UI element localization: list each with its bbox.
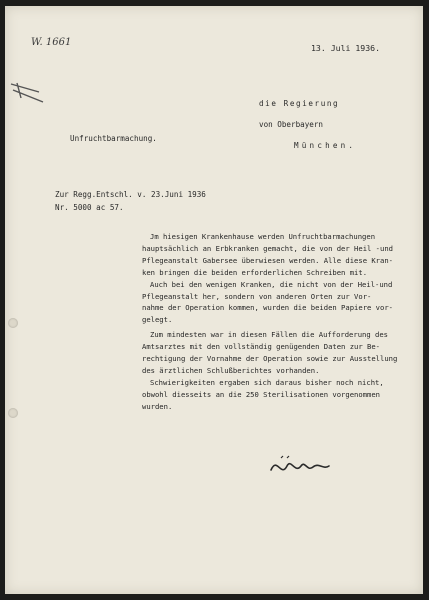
recipient-line-3: München. [294, 141, 357, 150]
body-line: wurden. [142, 401, 173, 411]
recipient-line-1: die Regierung [259, 99, 340, 108]
body-line: Auch bei den wenigen Kranken, die nicht von der Heil-und [150, 279, 393, 289]
reference-line-1: Zur Regg.Entschl. v. 23.Juni 1936 [55, 190, 206, 199]
body-line: des ärztlichen Schlußberichtes vorhanden. [142, 365, 320, 375]
body-line: hauptsächlich an Erbkranken gemacht, die von der Heil -und [142, 243, 393, 253]
body-line: rechtigung der Vornahme der Operation sowie zur Ausstellung [142, 354, 398, 364]
body-line: obwohl diesseits an die 250 Sterilisationen vorgenommen [142, 389, 380, 399]
body-line: nahme der Operation kommen, wurden die beiden Papiere vor- [142, 303, 393, 313]
punch-hole-bottom [8, 408, 18, 418]
punch-hole-top [8, 318, 18, 328]
document-date: 13. Juli 1936. [311, 43, 381, 53]
file-number: W. 1661 [31, 37, 72, 48]
margin-pencil-mark [9, 80, 49, 106]
letter-body [142, 231, 410, 413]
body-line: ken bringen die beiden erforderlichen Schreiben mit. [142, 267, 368, 277]
body-line: Jm hiesigen Krankenhause werden Unfruchtbarmachungen [150, 232, 376, 241]
reference-line-2: Nr. 5000 ac 57. [55, 203, 124, 212]
body-line: Schwierigkeiten ergaben sich daraus bisher noch nicht, [150, 377, 384, 387]
body-line: Pflegeanstalt her, sondern von anderen Orten zur Vor- [142, 291, 372, 301]
body-line: Zum mindesten war in diesen Fällen die Aufforderung des [150, 330, 388, 340]
subject-line: Unfruchtbarmachung. [70, 134, 157, 143]
signature [267, 452, 337, 482]
body-line: Amtsarztes mit den vollständig genügenden Daten zur Be- [142, 342, 380, 352]
recipient-line-2: von Oberbayern [259, 120, 324, 129]
body-line: gelegt. [142, 315, 173, 325]
document-page [5, 6, 423, 594]
body-line: Pflegeanstalt Gabersee überwiesen werden. Alle diese Kran- [142, 255, 393, 265]
